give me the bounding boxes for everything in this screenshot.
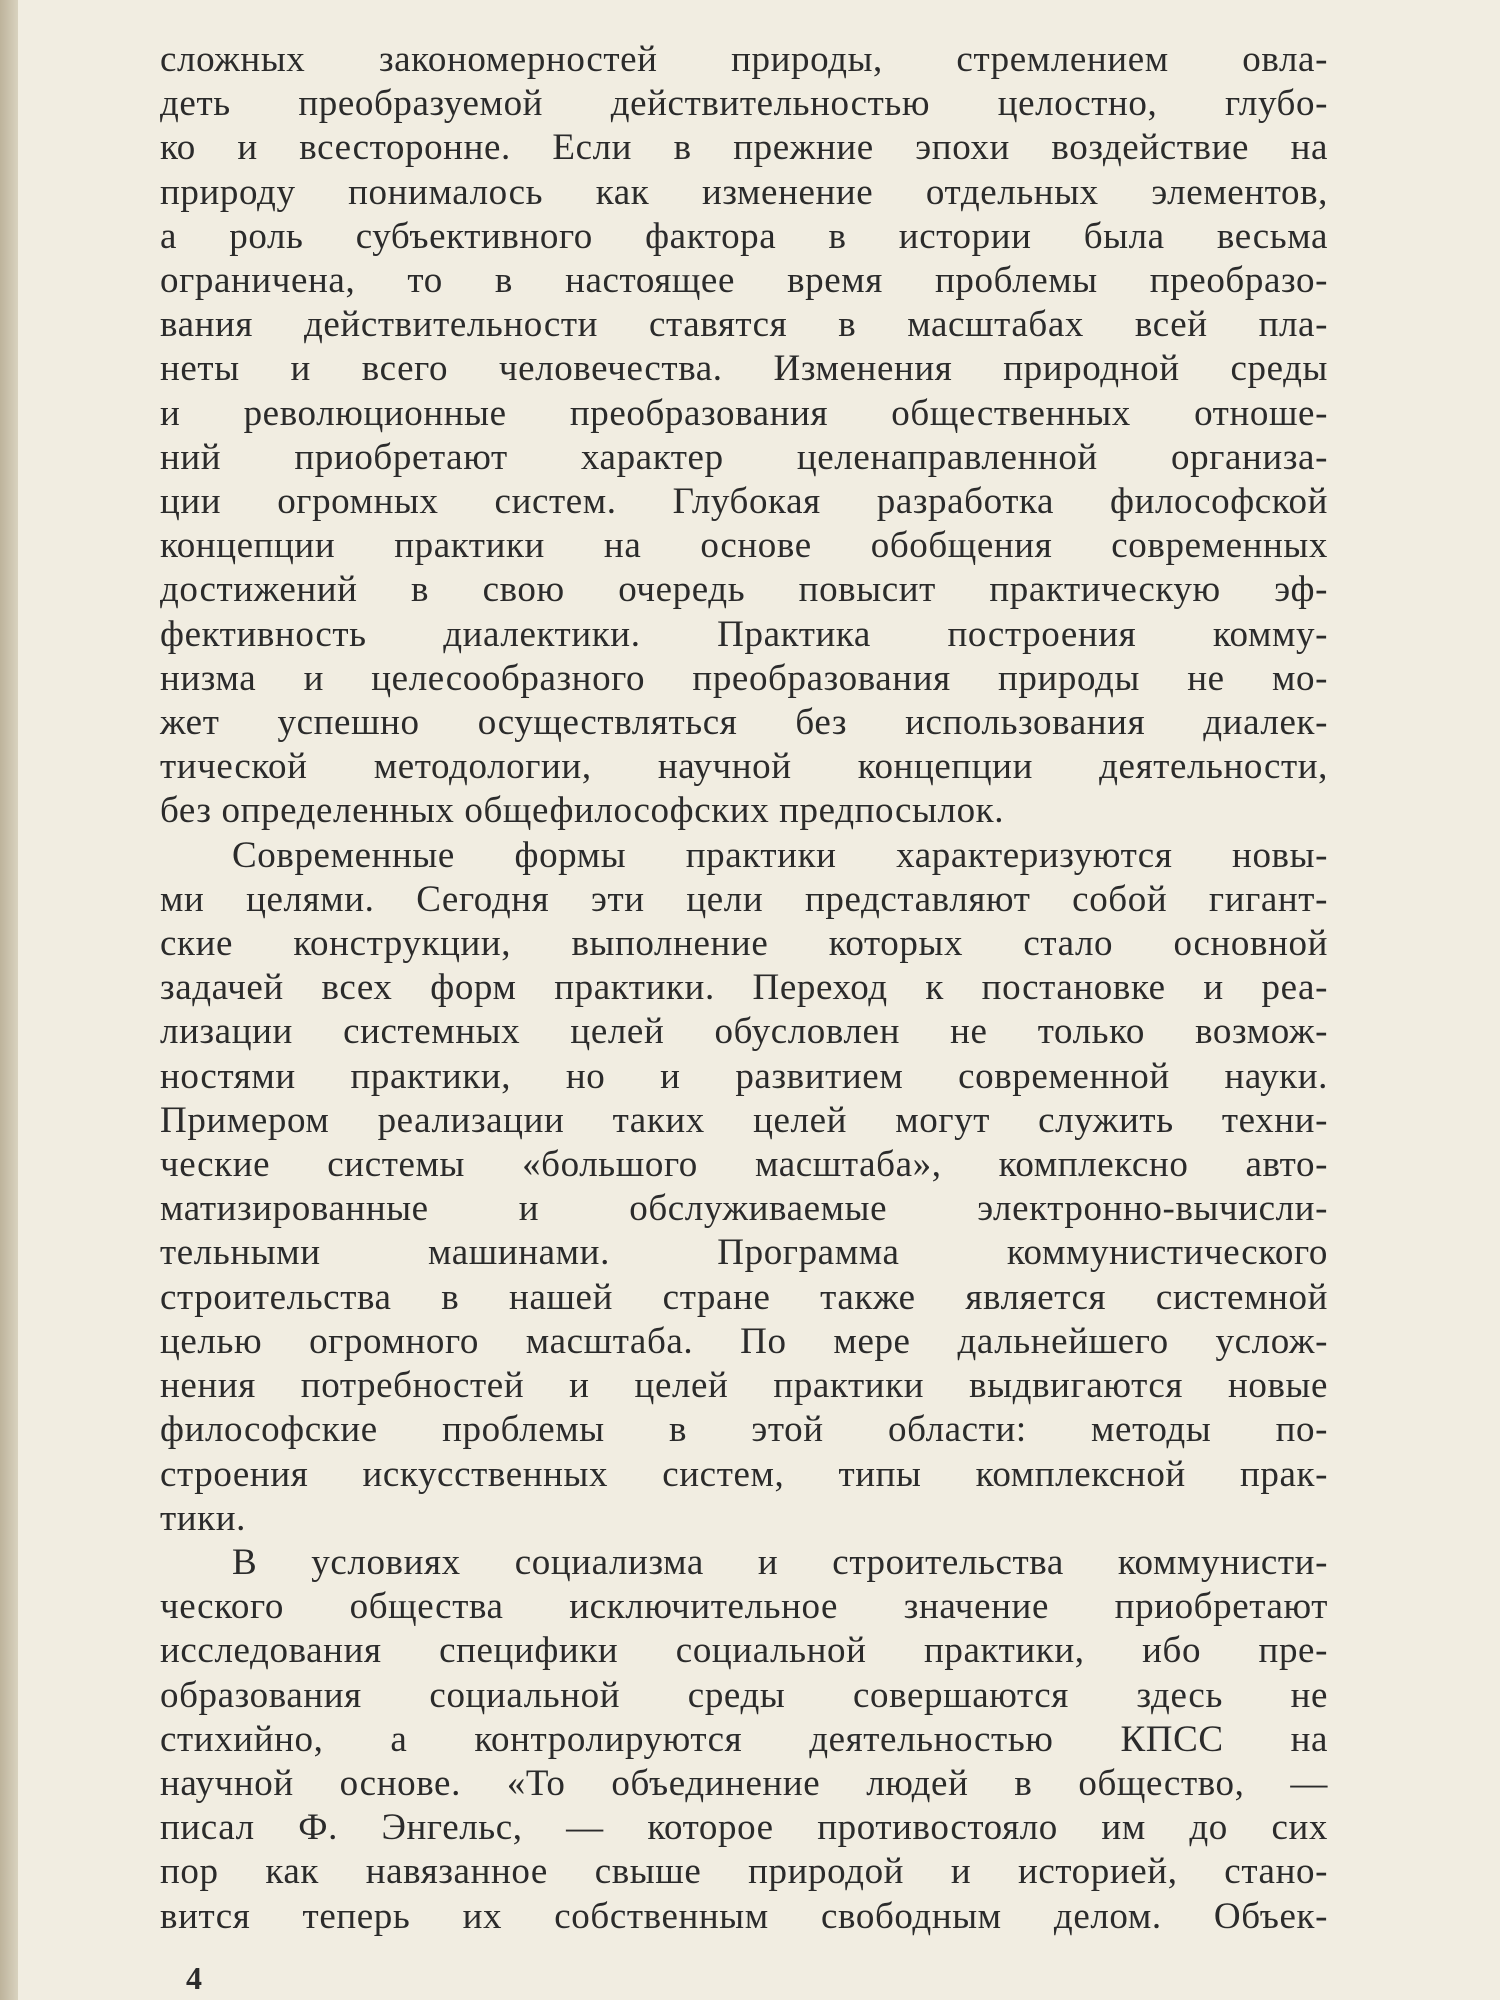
text-line: Примером реализации таких целей могут служить техни- — [160, 1099, 1328, 1141]
text-line: строительства в нашей стране также является системной — [160, 1276, 1328, 1318]
text-line: научной основе. «То объединение людей в общество, — — [160, 1762, 1328, 1804]
text-line: тельными машинами. Программа коммунистического — [160, 1232, 1328, 1274]
text-line: деть преобразуемой действительностью целостно, глубо- — [160, 83, 1328, 125]
text-line: писал Ф. Энгельс, — которое противостояло им до сих — [160, 1807, 1328, 1849]
text-line: достижений в свою очередь повысит практическую эф- — [160, 569, 1328, 611]
text-line: Современные формы практики характеризуются новы- — [232, 834, 1328, 876]
text-line: неты и всего человечества. Изменения природной среды — [160, 348, 1328, 390]
text-line: философские проблемы в этой области: методы по- — [160, 1409, 1328, 1451]
body-text — [160, 38, 1328, 1939]
text-line: низма и целесообразного преобразования природы не мо- — [160, 657, 1328, 699]
paragraph — [160, 834, 1328, 1541]
text-line: ские конструкции, выполнение которых стало основной — [160, 923, 1328, 965]
text-line: ческого общества исключительное значение приобретают — [160, 1586, 1328, 1628]
text-line: природу понималось как изменение отдельных элементов, — [160, 171, 1328, 213]
text-line: тической методологии, научной концепции деятельности, — [160, 746, 1328, 788]
text-line: фективность диалектики. Практика построения комму- — [160, 613, 1328, 655]
text-line: концепции практики на основе обобщения современных — [160, 525, 1328, 567]
text-line: жет успешно осуществляться без использования диалек- — [160, 702, 1328, 744]
text-line: вится теперь их собственным свободным делом. Объек- — [160, 1895, 1328, 1937]
text-line: матизированные и обслуживаемые электронно-вычисли- — [160, 1188, 1328, 1230]
book-page — [18, 0, 1500, 2000]
text-line: исследования специфики социальной практики, ибо пре- — [160, 1630, 1328, 1672]
text-line: ограничена, то в настоящее время проблемы преобразо- — [160, 260, 1328, 302]
text-line: ческие системы «большого масштаба», комплексно авто- — [160, 1144, 1328, 1186]
text-line: ции огромных систем. Глубокая разработка философской — [160, 481, 1328, 523]
text-line: строения искусственных систем, типы комплексной прак- — [160, 1453, 1328, 1495]
text-line: лизации системных целей обусловлен не только возмож- — [160, 1011, 1328, 1053]
text-line: тики. — [160, 1497, 246, 1539]
text-line: В условиях социализма и строительства коммунисти- — [232, 1541, 1328, 1583]
paragraph — [160, 1541, 1328, 1939]
text-line: образования социальной среды совершаются здесь не — [160, 1674, 1328, 1716]
text-line: пор как навязанное свыше природой и историей, стано- — [160, 1851, 1328, 1893]
page-gutter — [0, 0, 18, 2000]
text-line: задачей всех форм практики. Переход к постановке и реа- — [160, 967, 1328, 1009]
text-line: стихийно, а контролируются деятельностью КПСС на — [160, 1718, 1328, 1760]
text-line: ми целями. Сегодня эти цели представляют собой гигант- — [160, 878, 1328, 920]
text-line: ностями практики, но и развитием современной науки. — [160, 1055, 1328, 1097]
paragraph — [160, 38, 1328, 834]
text-line: ко и всесторонне. Если в прежние эпохи воздействие на — [160, 127, 1328, 169]
text-line: нения потребностей и целей практики выдвигаются новые — [160, 1365, 1328, 1407]
text-line: и революционные преобразования общественных отноше- — [160, 392, 1328, 434]
text-line: без определенных общефилософских предпосылок. — [160, 790, 1005, 832]
text-line: ний приобретают характер целенаправленной организа- — [160, 436, 1328, 478]
text-line: целью огромного масштаба. По мере дальнейшего услож- — [160, 1320, 1328, 1362]
text-line: сложных закономерностей природы, стремлением овла- — [160, 39, 1328, 80]
page-number: 4 — [186, 1960, 202, 1996]
text-line: вания действительности ставятся в масштабах всей пла- — [160, 304, 1328, 346]
text-line: а роль субъективного фактора в истории была весьма — [160, 215, 1328, 257]
